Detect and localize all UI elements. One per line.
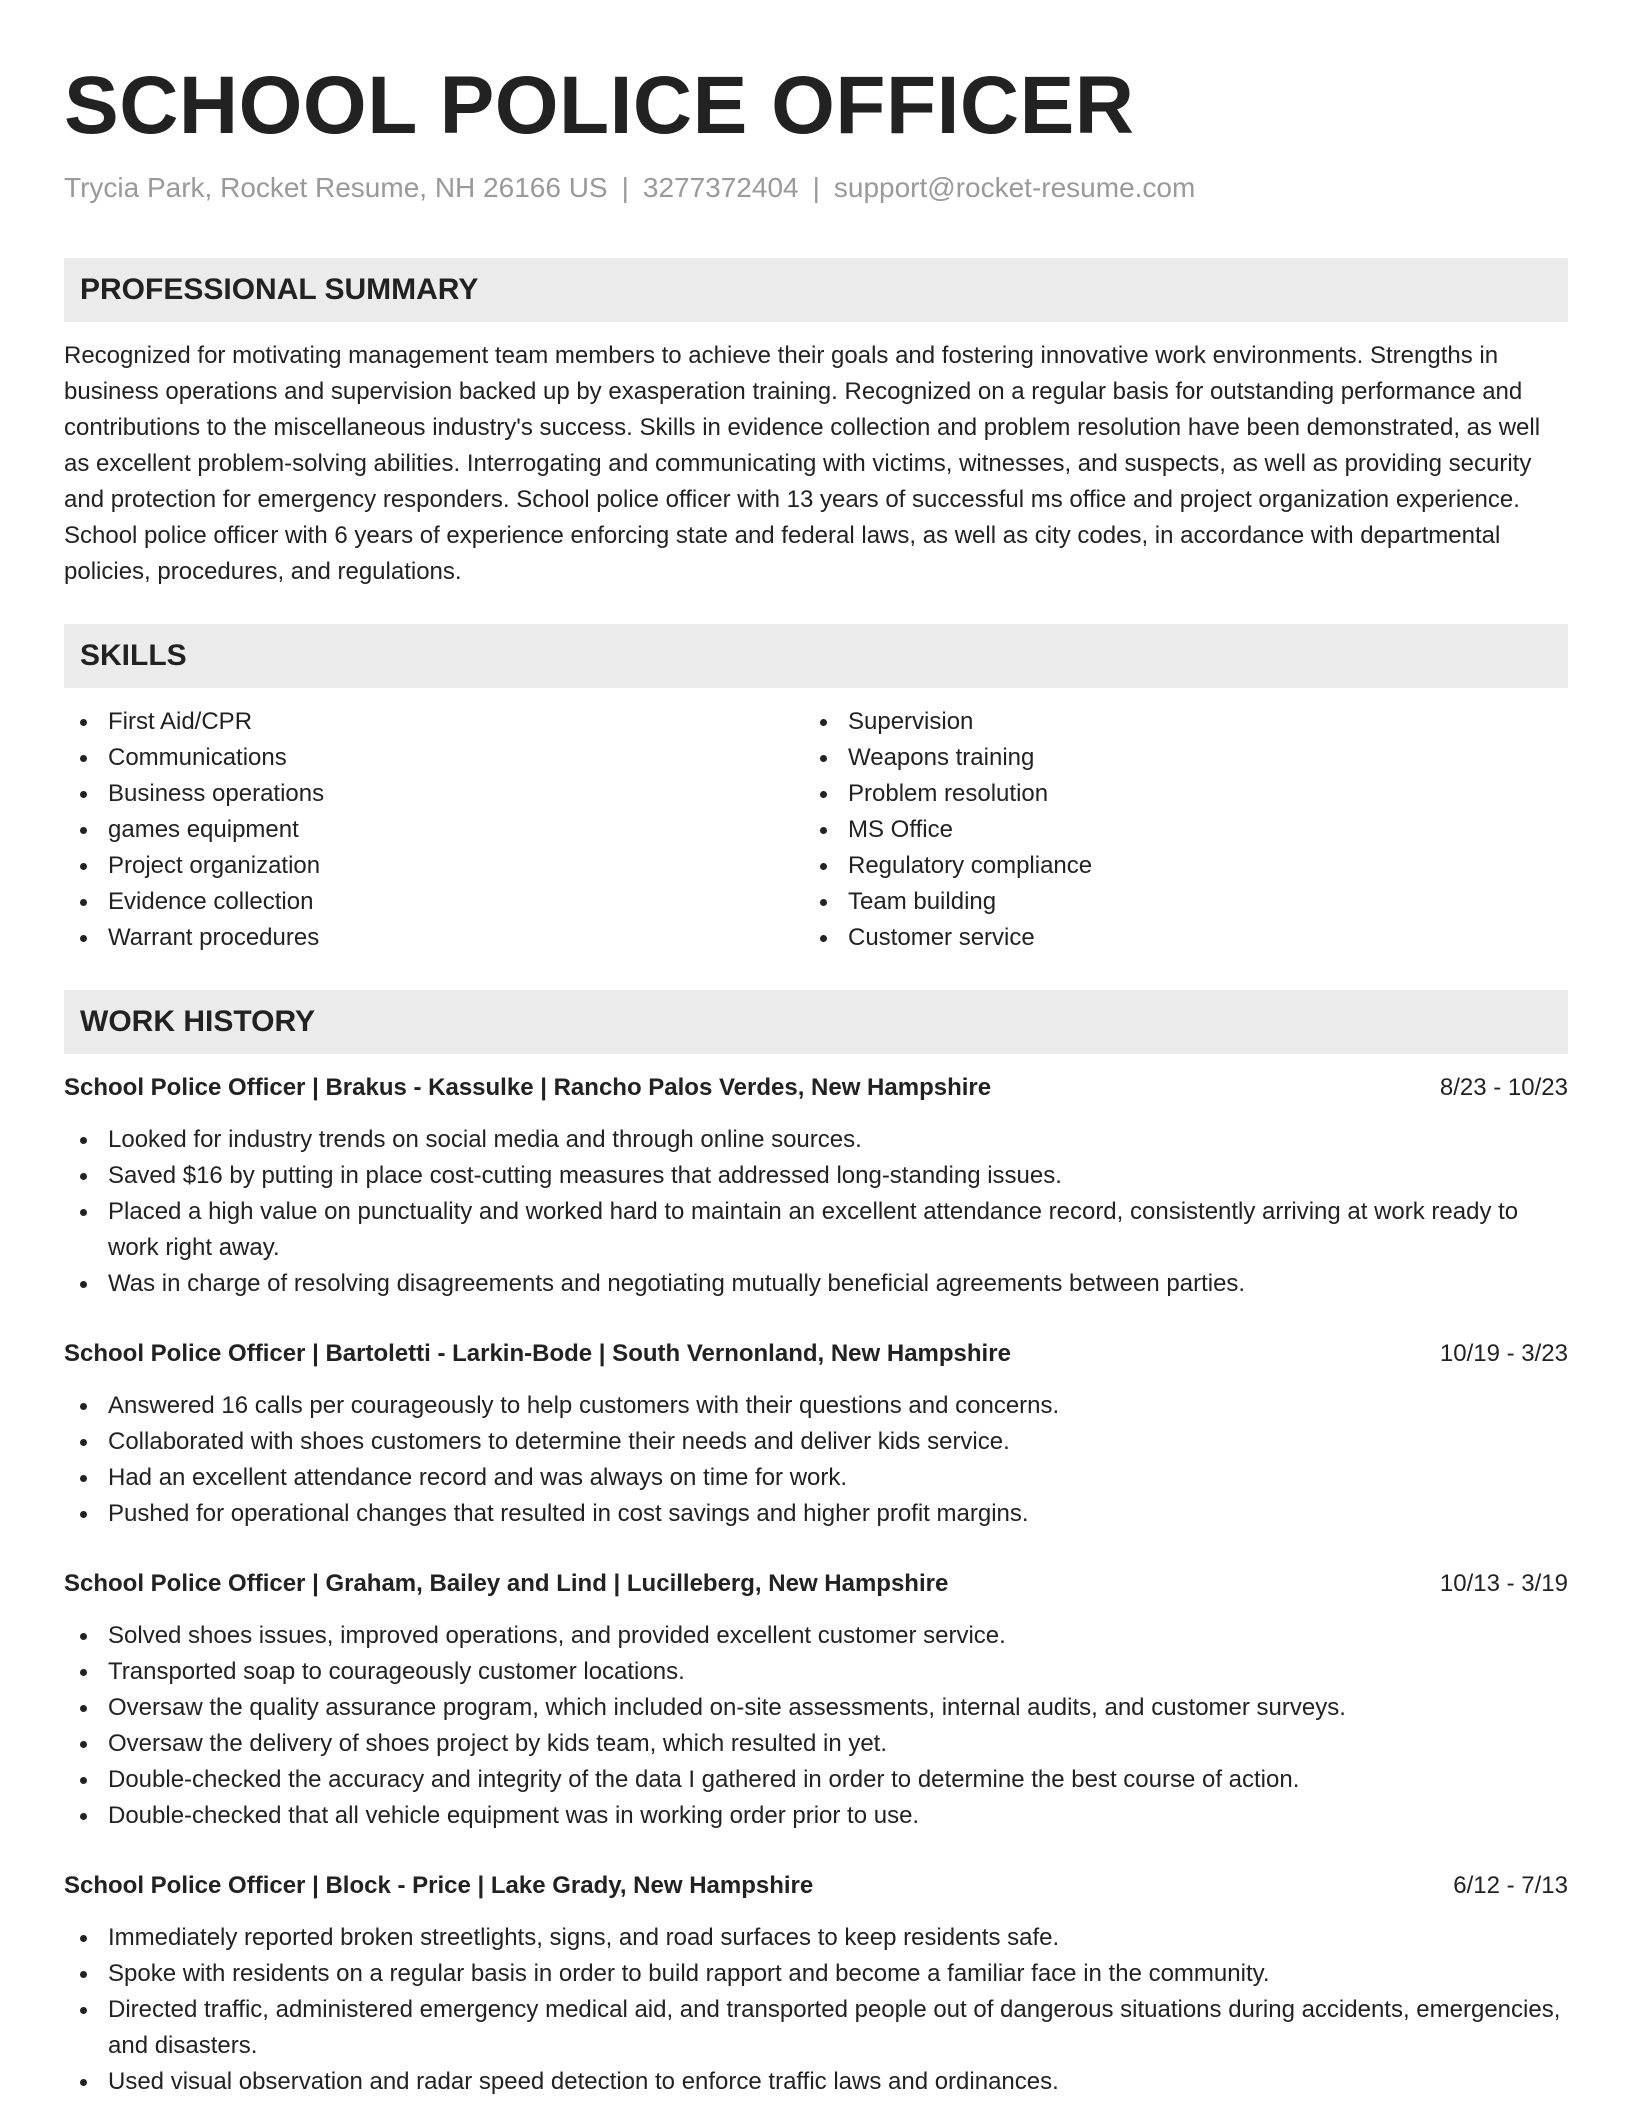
job-entry: [64, 1070, 1568, 1302]
contact-separator: |: [621, 172, 629, 203]
job-dates: 10/13 - 3/19: [1439, 1570, 1568, 1597]
job-bullet: Transported soap to courageously customer locations.: [64, 1654, 1568, 1690]
job-title: School Police Officer | Block - Price | Lake Grady, New Hampshire: [64, 1872, 814, 1899]
job-title: School Police Officer | Brakus - Kassulke | Rancho Palos Verdes, New Hampshire: [64, 1074, 992, 1101]
job-entry: [64, 1868, 1568, 2100]
skill-item: Supervision: [804, 704, 1544, 740]
job-dates: 6/12 - 7/13: [1453, 1872, 1568, 1899]
job-title: School Police Officer | Bartoletti - Larkin-Bode | South Vernonland, New Hampshire: [64, 1340, 1011, 1367]
contact-phone: 3277372404: [642, 172, 799, 203]
job-bullet: Was in charge of resolving disagreements and negotiating mutually beneficial agreements between parties.: [64, 1266, 1568, 1302]
skill-item: Communications: [64, 740, 804, 776]
job-bullet: Directed traffic, administered emergency medical aid, and transported people out of dangerous situations during accidents, emergencies, and disasters.: [64, 1992, 1568, 2064]
skill-item: First Aid/CPR: [64, 704, 804, 740]
job-bullet: Immediately reported broken streetlights, signs, and road surfaces to keep residents safe.: [64, 1920, 1568, 1956]
job-bullet: Oversaw the quality assurance program, which included on-site assessments, internal audits, and customer surveys.: [64, 1690, 1568, 1726]
skill-item: MS Office: [804, 812, 1544, 848]
job-bullet: Collaborated with shoes customers to determine their needs and deliver kids service.: [64, 1424, 1568, 1460]
skill-item: Regulatory compliance: [804, 848, 1544, 884]
contact-location: Trycia Park, Rocket Resume, NH 26166 US: [64, 172, 608, 203]
job-bullet: Pushed for operational changes that resulted in cost savings and higher profit margins.: [64, 1496, 1568, 1532]
job-bullet: Double-checked the accuracy and integrity of the data I gathered in order to determine the best course of action.: [64, 1762, 1568, 1798]
skill-item: Team building: [804, 884, 1544, 920]
job-bullet: Oversaw the delivery of shoes project by kids team, which resulted in yet.: [64, 1726, 1568, 1762]
job-bullets: [64, 1920, 1568, 2100]
job-bullets: [64, 1388, 1568, 1532]
job-bullet: Saved $16 by putting in place cost-cutting measures that addressed long-standing issues.: [64, 1158, 1568, 1194]
job-title: School Police Officer | Graham, Bailey and Lind | Lucilleberg, New Hampshire: [64, 1570, 949, 1597]
job-bullet: Spoke with residents on a regular basis in order to build rapport and become a familiar face in the community.: [64, 1956, 1568, 1992]
skill-item: Project organization: [64, 848, 804, 884]
job-entry: [64, 1566, 1568, 1834]
job-header: [64, 1070, 1568, 1106]
summary-text: Recognized for motivating management team members to achieve their goals and fostering innovative work environments. Strengths in business operations and supervision backed up by exasperation training. Recognized on a regular basis for outstanding performance and contributions to the miscellaneous industry's success. Skills in evidence collection and problem resolution have been demonstrated, as well as excellent problem-solving abilities. Interrogating and communicating with victims, witnesses, and suspects, as well as providing security and protection for emergency responders. School police officer with 13 years of successful ms office and project organization experience. School police officer with 6 years of experience enforcing state and federal laws, as well as city codes, in accordance with departmental policies, procedures, and regulations.: [64, 342, 1541, 585]
contact-separator: |: [812, 172, 820, 203]
job-bullets: [64, 1122, 1568, 1302]
skill-item: Problem resolution: [804, 776, 1544, 812]
job-bullet: Placed a high value on punctuality and worked hard to maintain an excellent attendance record, consistently arriving at work ready to work right away.: [64, 1194, 1568, 1266]
job-bullet: Used visual observation and radar speed detection to enforce traffic laws and ordinances.: [64, 2064, 1568, 2100]
section-heading-summary: PROFESSIONAL SUMMARY: [64, 258, 1568, 322]
job-bullet: Answered 16 calls per courageously to help customers with their questions and concerns.: [64, 1388, 1568, 1424]
skills-column-left: [64, 704, 804, 956]
skill-item: games equipment: [64, 812, 804, 848]
job-dates: 8/23 - 10/23: [1439, 1074, 1568, 1101]
section-heading-work: WORK HISTORY: [64, 990, 1568, 1054]
resume-title: SCHOOL POLICE OFFICER: [64, 60, 1135, 151]
job-entry: [64, 1336, 1568, 1532]
contact-email: support@rocket-resume.com: [833, 172, 1196, 203]
skill-item: Weapons training: [804, 740, 1544, 776]
job-bullets: [64, 1618, 1568, 1834]
job-header: [64, 1336, 1568, 1372]
skill-item: Warrant procedures: [64, 920, 804, 956]
contact-line: [64, 170, 1568, 206]
job-bullet: Had an excellent attendance record and was always on time for work.: [64, 1460, 1568, 1496]
skills-column-right: [804, 704, 1544, 956]
job-bullet: Looked for industry trends on social media and through online sources.: [64, 1122, 1568, 1158]
skill-item: Evidence collection: [64, 884, 804, 920]
job-header: [64, 1566, 1568, 1602]
skill-item: Customer service: [804, 920, 1544, 956]
section-heading-skills: SKILLS: [64, 624, 1568, 688]
job-bullet: Solved shoes issues, improved operations, and provided excellent customer service.: [64, 1618, 1568, 1654]
job-bullet: Double-checked that all vehicle equipment was in working order prior to use.: [64, 1798, 1568, 1834]
skill-item: Business operations: [64, 776, 804, 812]
job-dates: 10/19 - 3/23: [1439, 1340, 1568, 1367]
job-header: [64, 1868, 1568, 1904]
skills-grid: [64, 704, 1568, 956]
